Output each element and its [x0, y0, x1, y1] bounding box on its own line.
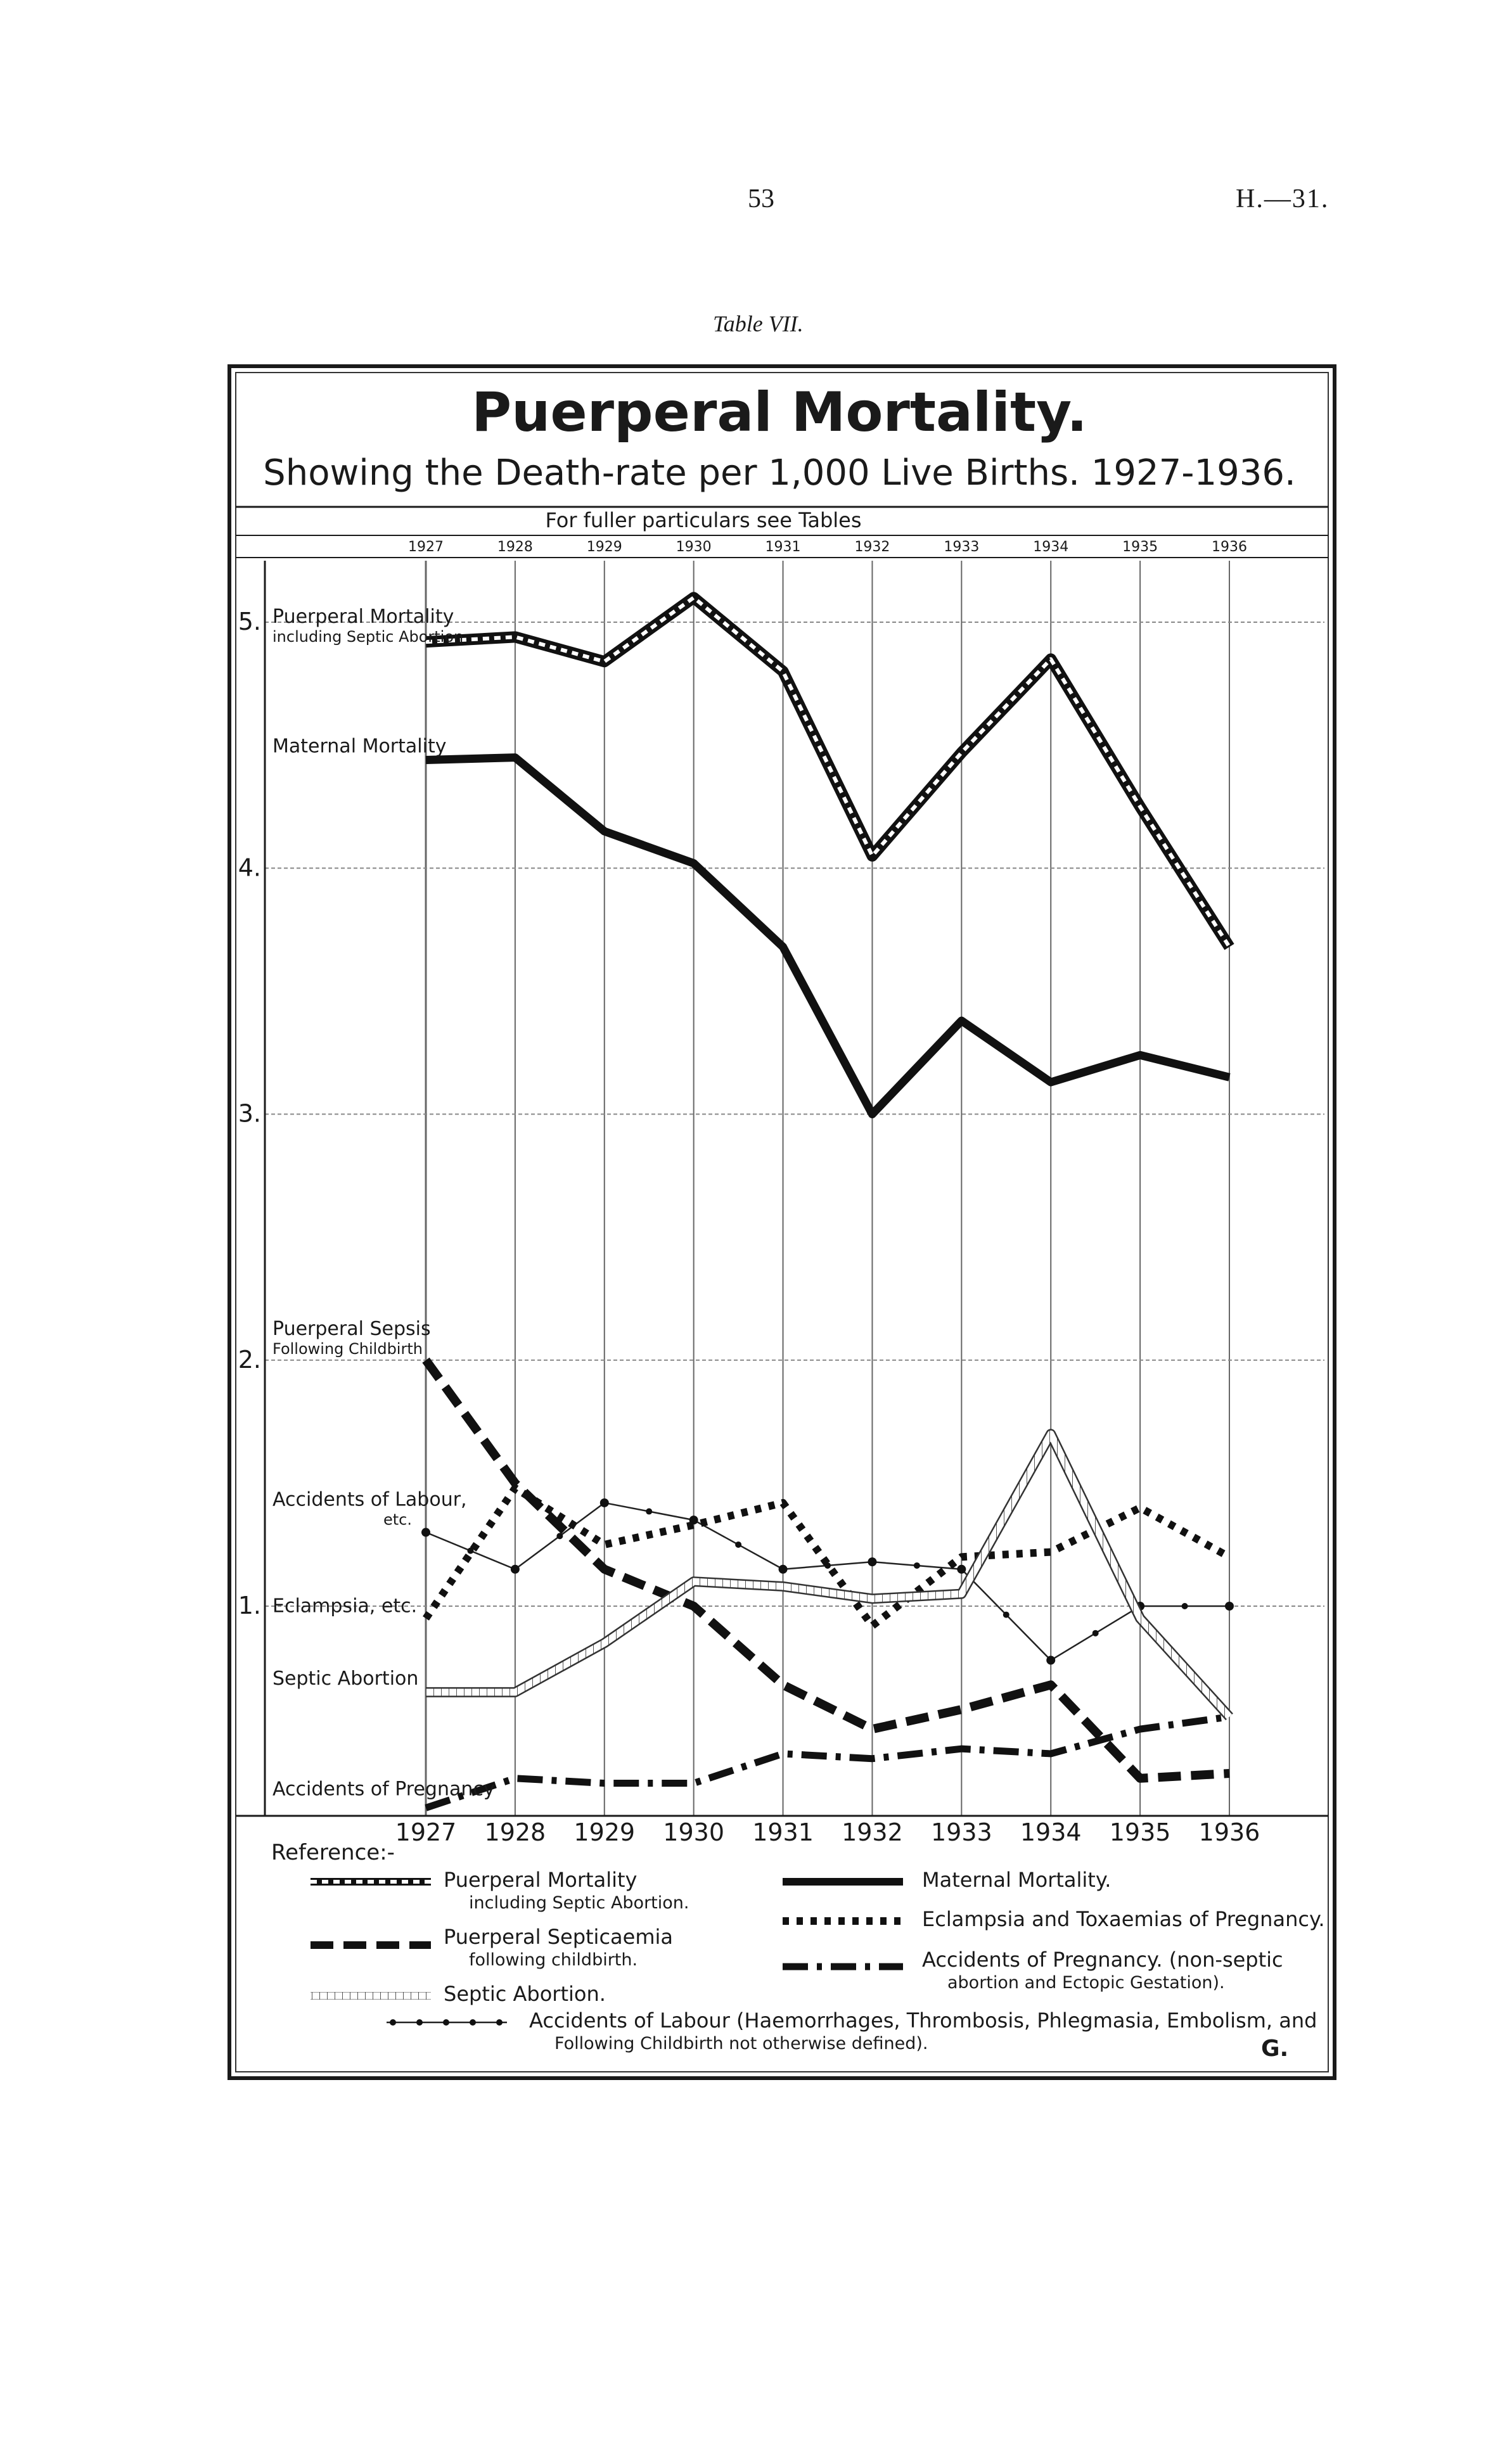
legend-label-ps: following childbirth. [469, 1950, 638, 1970]
series-inline-label-ap: Accidents of Pregnancy [272, 1778, 495, 1801]
data-point-al [868, 1557, 876, 1566]
legend-item-al [387, 2008, 1317, 2053]
series-line-mm [426, 758, 1229, 1114]
legend-swatch-point [416, 2019, 423, 2026]
series-inline-label-pm: Puerperal Mortality [272, 606, 454, 629]
page-number: 53 [748, 184, 774, 214]
y-tick-label: 4. [238, 853, 261, 882]
data-point-al [646, 1509, 652, 1515]
data-point-al [1046, 1656, 1055, 1664]
series-ps [426, 1360, 1229, 1778]
bottom-axis-year-label: 1928 [484, 1818, 546, 1846]
series-line-pm [426, 597, 1229, 947]
top-axis-year-label: 1932 [854, 539, 890, 555]
top-axis-year-label: 1928 [497, 539, 533, 555]
bottom-axis-year-label: 1931 [752, 1818, 814, 1846]
y-tick-label: 3. [238, 1099, 261, 1128]
legend-swatch-point [470, 2019, 476, 2026]
table-label: Table VII. [713, 311, 804, 336]
top-axis-year-label: 1936 [1212, 539, 1247, 555]
series-layer [421, 597, 1234, 1808]
legend-label-al: Accidents of Labour (Haemorrhages, Thrombosis, Phlegmasia, Embolism, and [529, 2008, 1317, 2033]
report-reference: H.—31. [1236, 184, 1330, 214]
data-point-al [1003, 1612, 1009, 1618]
data-point-al [511, 1565, 520, 1574]
bottom-axis-year-label: 1929 [573, 1818, 636, 1846]
series-ap [426, 1717, 1229, 1808]
legend-label-pm: including Septic Abortion. [469, 1893, 689, 1913]
data-point-al [735, 1542, 741, 1548]
bottom-axis-year-label: 1935 [1109, 1818, 1171, 1846]
bottom-axis [395, 1818, 1260, 1846]
bottom-axis-year-label: 1933 [930, 1818, 992, 1846]
legend-item-sa [311, 1982, 606, 2006]
series-line-sa [426, 1434, 1229, 1716]
legend-item-pm [311, 1868, 689, 1913]
y-tick-label: 2. [238, 1345, 261, 1374]
chart-note: For fuller particulars see Tables [545, 508, 862, 532]
signature: G. [1261, 2036, 1289, 2062]
chart-title: Puerperal Mortality. [471, 381, 1087, 444]
series-line-ap [426, 1717, 1229, 1808]
bottom-axis-year-label: 1932 [842, 1818, 903, 1846]
series-inline-label-sa: Septic Abortion [272, 1667, 419, 1690]
top-axis [408, 539, 1247, 555]
data-point-al [779, 1565, 788, 1574]
bottom-axis-year-label: 1934 [1020, 1818, 1082, 1846]
y-tick-label: 5. [238, 608, 261, 636]
data-point-al [957, 1565, 966, 1574]
data-point-al [1225, 1602, 1234, 1611]
bottom-axis-year-label: 1936 [1198, 1818, 1260, 1846]
data-point-al [914, 1562, 920, 1569]
legend-item-ec [783, 1907, 1324, 1931]
series-inline-label-al: Accidents of Labour, [272, 1488, 467, 1511]
top-axis-year-label: 1927 [408, 539, 444, 555]
y-tick-label: 1. [238, 1592, 261, 1619]
series-inline-label-ps: Puerperal Sepsis [272, 1317, 431, 1340]
legend-label-ap: Accidents of Pregnancy. (non-septic [922, 1948, 1283, 1972]
legend-swatch-point [443, 2019, 449, 2026]
series-pm [426, 597, 1229, 947]
data-point-al [556, 1533, 563, 1539]
legend-label-al: Following Childbirth not otherwise defined). [554, 2034, 928, 2053]
inline-labels [272, 606, 495, 1800]
legend-item-ps [311, 1925, 673, 1970]
series-inline-label-pm: including Septic Abortion [272, 628, 464, 646]
legend-item-ap [783, 1948, 1283, 1993]
legend-label-ec: Eclampsia and Toxaemias of Pregnancy. [922, 1907, 1325, 1931]
legend [311, 1868, 1324, 2053]
legend-label-mm: Maternal Mortality. [922, 1868, 1112, 1892]
top-axis-year-label: 1933 [944, 539, 980, 555]
series-line-ps [426, 1360, 1229, 1778]
data-point-al [421, 1528, 430, 1537]
bottom-axis-year-label: 1930 [663, 1818, 725, 1846]
top-axis-year-label: 1930 [676, 539, 712, 555]
top-axis-year-label: 1929 [586, 539, 622, 555]
data-point-al [600, 1498, 609, 1507]
series-inline-label-mm: Maternal Mortality [272, 735, 447, 758]
series-inline-label-al: etc. [383, 1510, 412, 1529]
chart-subtitle: Showing the Death-rate per 1,000 Live Births. 1927-1936. [263, 452, 1296, 494]
data-point-al [1182, 1603, 1188, 1609]
legend-item-mm [783, 1868, 1111, 1892]
series-sa [426, 1434, 1229, 1716]
series-inline-label-ec: Eclampsia, etc. [272, 1595, 418, 1618]
legend-label-sa: Septic Abortion. [444, 1982, 606, 2006]
reference-title: Reference:- [271, 1840, 395, 1865]
top-axis-year-label: 1931 [765, 539, 801, 555]
bottom-axis-year-label: 1927 [395, 1818, 457, 1846]
top-axis-year-label: 1935 [1122, 539, 1158, 555]
series-mm [426, 758, 1229, 1114]
legend-label-ps: Puerperal Septicaemia [444, 1925, 673, 1949]
legend-label-pm: Puerperal Mortality [444, 1868, 638, 1892]
legend-label-ap: abortion and Ectopic Gestation). [947, 1973, 1225, 1993]
legend-swatch-point [390, 2019, 396, 2026]
y-axis [238, 561, 265, 1815]
data-point-al [1093, 1630, 1099, 1637]
legend-swatch-point [496, 2019, 503, 2026]
series-inline-label-ps: Following Childbirth [272, 1339, 423, 1358]
top-axis-year-label: 1934 [1033, 539, 1069, 555]
